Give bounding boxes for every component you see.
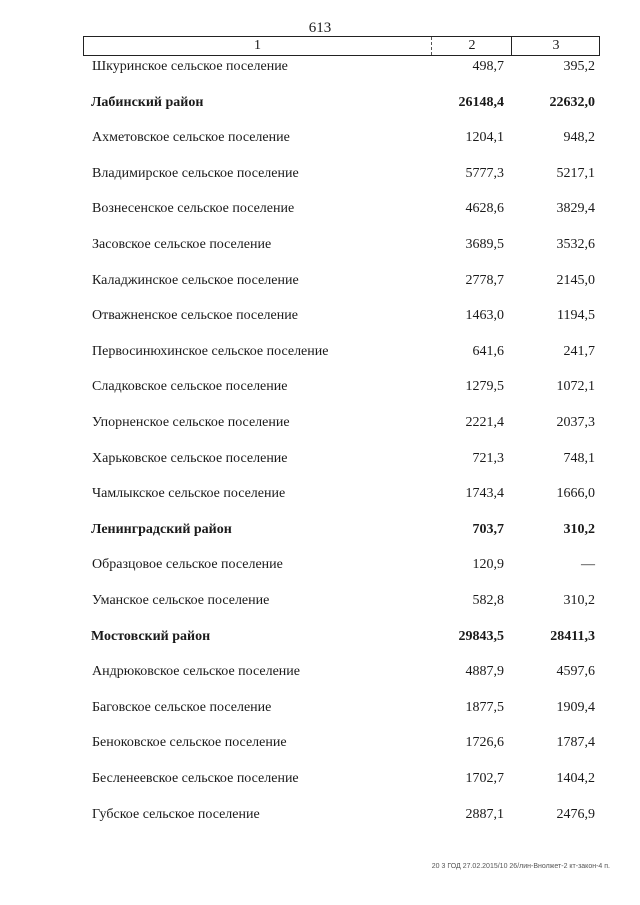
settlement-name: Чамлыкское сельское поселение — [92, 486, 286, 502]
district-row — [0, 627, 640, 649]
settlement-name: Андрюковское сельское поселение — [92, 664, 300, 680]
table-header — [83, 36, 600, 56]
value-col-3: 241,7 — [563, 343, 595, 359]
value-col-3: — — [581, 557, 595, 573]
value-col-3: 28411,3 — [550, 628, 595, 644]
value-col-2: 498,7 — [472, 59, 504, 74]
table-row — [0, 591, 640, 613]
value-col-3: 310,2 — [563, 593, 595, 608]
settlement-name: Уманское сельское поселение — [92, 593, 270, 608]
settlement-name: Упорненское сельское поселение — [92, 415, 290, 430]
value-col-3: 22632,0 — [549, 94, 595, 110]
value-col-3: 948,2 — [563, 130, 595, 146]
table-row — [0, 555, 640, 577]
settlement-name: Бесленеевское сельское поселение — [92, 771, 299, 786]
value-col-2: 1877,5 — [465, 699, 504, 715]
value-col-3: 4597,6 — [556, 664, 595, 680]
table-row — [0, 413, 640, 435]
settlement-name: Сладковское сельское поселение — [92, 379, 288, 395]
settlement-name: Владимирское сельское поселение — [92, 165, 299, 181]
table-row — [0, 698, 640, 720]
district-name: Ленинградский район — [91, 521, 232, 537]
table-row — [0, 377, 640, 399]
header-col-3: 3 — [511, 37, 600, 55]
settlement-name: Беноковское сельское поселение — [92, 735, 287, 751]
value-col-2: 1279,5 — [465, 379, 504, 395]
table-row — [0, 662, 640, 684]
value-col-2: 641,6 — [472, 343, 504, 359]
district-row — [0, 520, 640, 542]
settlement-name: Образцовое сельское поселение — [92, 557, 283, 573]
district-name: Лабинский район — [91, 94, 204, 110]
settlement-name: Первосинюхинское сельское поселение — [92, 343, 329, 359]
table-row — [0, 271, 640, 293]
value-col-3: 3829,4 — [556, 201, 595, 217]
value-col-3: 2145,0 — [556, 272, 595, 288]
value-col-3: 310,2 — [563, 521, 595, 537]
value-col-3: 395,2 — [563, 59, 595, 74]
value-col-2: 3689,5 — [465, 237, 504, 252]
table-row — [0, 733, 640, 755]
header-col-2: 2 — [431, 37, 512, 55]
table-row — [0, 306, 640, 328]
value-col-2: 2887,1 — [465, 806, 504, 822]
value-col-2: 1204,1 — [465, 130, 504, 146]
value-col-3: 5217,1 — [556, 165, 595, 181]
footer-note: 20 3 ГОД 27.02.2015/10 26/лин-Внолжет-2 кт-закон-4 п. — [431, 863, 610, 870]
value-col-2: 29843,5 — [458, 628, 504, 644]
settlement-name: Каладжинское сельское поселение — [92, 272, 299, 288]
value-col-3: 2037,3 — [556, 415, 595, 430]
settlement-name: Харьковское сельское поселение — [92, 450, 288, 466]
value-col-2: 26148,4 — [458, 94, 504, 110]
settlement-name: Ахметовское сельское поселение — [92, 130, 290, 146]
value-col-3: 1072,1 — [556, 379, 595, 395]
settlement-name: Баговское сельское поселение — [92, 699, 272, 715]
district-name: Мостовский район — [91, 628, 211, 644]
table-row — [0, 235, 640, 257]
value-col-2: 582,8 — [472, 593, 504, 608]
value-col-2: 2778,7 — [465, 272, 504, 288]
value-col-3: 1404,2 — [556, 771, 595, 786]
value-col-3: 1787,4 — [556, 735, 595, 751]
district-row — [0, 93, 640, 115]
table-row — [0, 805, 640, 827]
table-row — [0, 128, 640, 150]
value-col-2: 120,9 — [472, 557, 504, 573]
value-col-3: 2476,9 — [556, 806, 595, 822]
value-col-2: 721,3 — [472, 450, 504, 466]
value-col-3: 3532,6 — [556, 237, 595, 252]
value-col-3: 748,1 — [563, 450, 595, 466]
table-row — [0, 484, 640, 506]
value-col-3: 1909,4 — [556, 699, 595, 715]
value-col-2: 4628,6 — [465, 201, 504, 217]
table-row — [0, 769, 640, 791]
settlement-name: Отважненское сельское поселение — [92, 308, 298, 324]
table-row — [0, 449, 640, 471]
value-col-3: 1194,5 — [557, 308, 595, 324]
table-row — [0, 164, 640, 186]
value-col-3: 1666,0 — [556, 486, 595, 502]
value-col-2: 1702,7 — [465, 771, 504, 786]
value-col-2: 703,7 — [472, 521, 504, 537]
settlement-name: Губское сельское поселение — [92, 806, 260, 822]
settlement-name: Засовское сельское поселение — [92, 237, 272, 252]
value-col-2: 1463,0 — [465, 308, 504, 324]
table-row — [0, 199, 640, 221]
value-col-2: 1726,6 — [465, 735, 504, 751]
value-col-2: 2221,4 — [465, 415, 504, 430]
settlement-name: Шкуринское сельское поселение — [92, 59, 288, 74]
settlement-name: Вознесенское сельское поселение — [92, 201, 295, 217]
header-col-1: 1 — [254, 38, 261, 53]
page-number: 613 — [308, 20, 332, 36]
table-row — [0, 342, 640, 364]
value-col-2: 4887,9 — [465, 664, 504, 680]
table-row — [0, 57, 640, 79]
value-col-2: 1743,4 — [465, 486, 504, 502]
value-col-2: 5777,3 — [465, 165, 504, 181]
